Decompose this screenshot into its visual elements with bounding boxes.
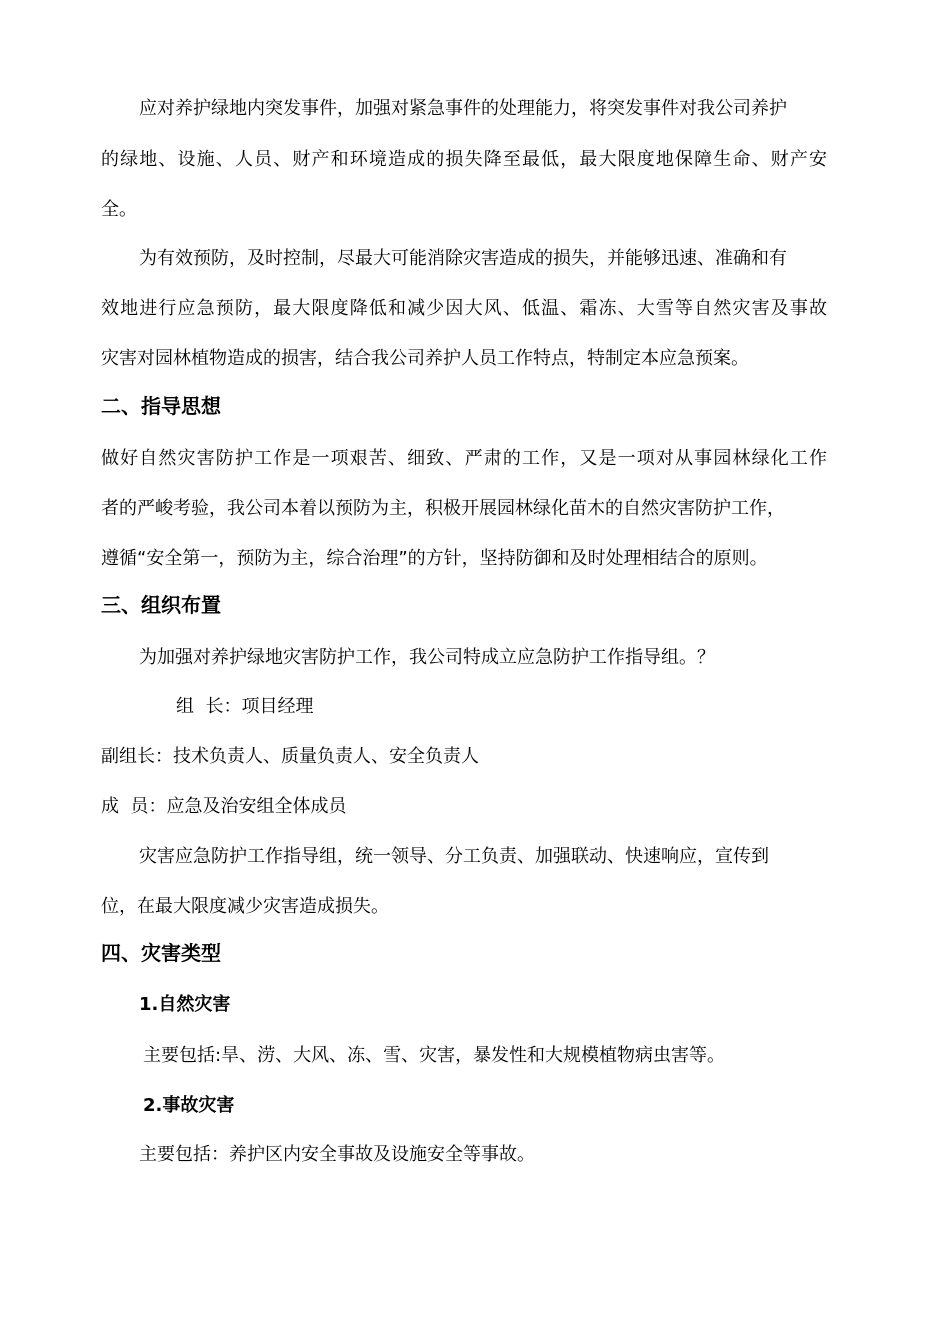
section2-line2: 者的严峻考验，我公司本着以预防为主，积极开展园林绿化苗木的自然灾害防护工作， [101, 498, 785, 519]
section2-line3: 遵循“安全第一，预防为主，综合治理”的方针，坚持防御和及时处理相结合的原则。 [101, 548, 768, 569]
intro-p2-line2: 效地进行应急预防，最大限度降低和减少因大风、低温、霜冻、大雪等自然灾害及事故 [101, 298, 827, 319]
section3-heading: 三、组织布置 [101, 593, 221, 617]
section3-para-line2: 位，在最大限度减少灾害造成损失。 [101, 896, 389, 917]
section3-leader: 组 长：项目经理 [176, 696, 314, 717]
disaster-type-1-desc: 主要包括:旱、涝、大风、冻、雪、灾害，暴发性和大规模植物病虫害等。 [143, 1045, 726, 1066]
section2-heading: 二、指导思想 [101, 394, 221, 418]
disaster-type-1-title: 1.自然灾害 [139, 994, 231, 1015]
section3-para-line1: 灾害应急防护工作指导组，统一领导、分工负责、加强联动、快速响应，宣传到 [139, 846, 769, 867]
section3-deputy: 副组长：技术负责人、质量负责人、安全负责人 [101, 746, 479, 767]
intro-p1-line3: 全。 [101, 199, 137, 220]
intro-p1-line1: 应对养护绿地内突发事件，加强对紧急事件的处理能力，将突发事件对我公司养护 [139, 98, 787, 119]
disaster-type-2-title: 2.事故灾害 [143, 1095, 235, 1116]
intro-p1-line2: 的绿地、设施、人员、财产和环境造成的损失降至最低，最大限度地保障生命、财产安 [101, 149, 827, 170]
section3-members: 成 员：应急及治安组全体成员 [101, 796, 347, 817]
disaster-type-2-desc: 主要包括：养护区内安全事故及设施安全等事故。 [139, 1144, 535, 1165]
intro-p2-line3: 灾害对园林植物造成的损害，结合我公司养护人员工作特点，特制定本应急预案。 [101, 348, 749, 369]
section4-heading: 四、灾害类型 [101, 941, 221, 965]
section3-intro: 为加强对养护绿地灾害防护工作，我公司特成立应急防护工作指导组。？ [139, 647, 715, 668]
section2-line1: 做好自然灾害防护工作是一项艰苦、细致、严肃的工作，又是一项对从事园林绿化工作 [101, 448, 827, 469]
intro-p2-line1: 为有效预防，及时控制，尽最大可能消除灾害造成的损失，并能够迅速、准确和有 [139, 248, 787, 269]
